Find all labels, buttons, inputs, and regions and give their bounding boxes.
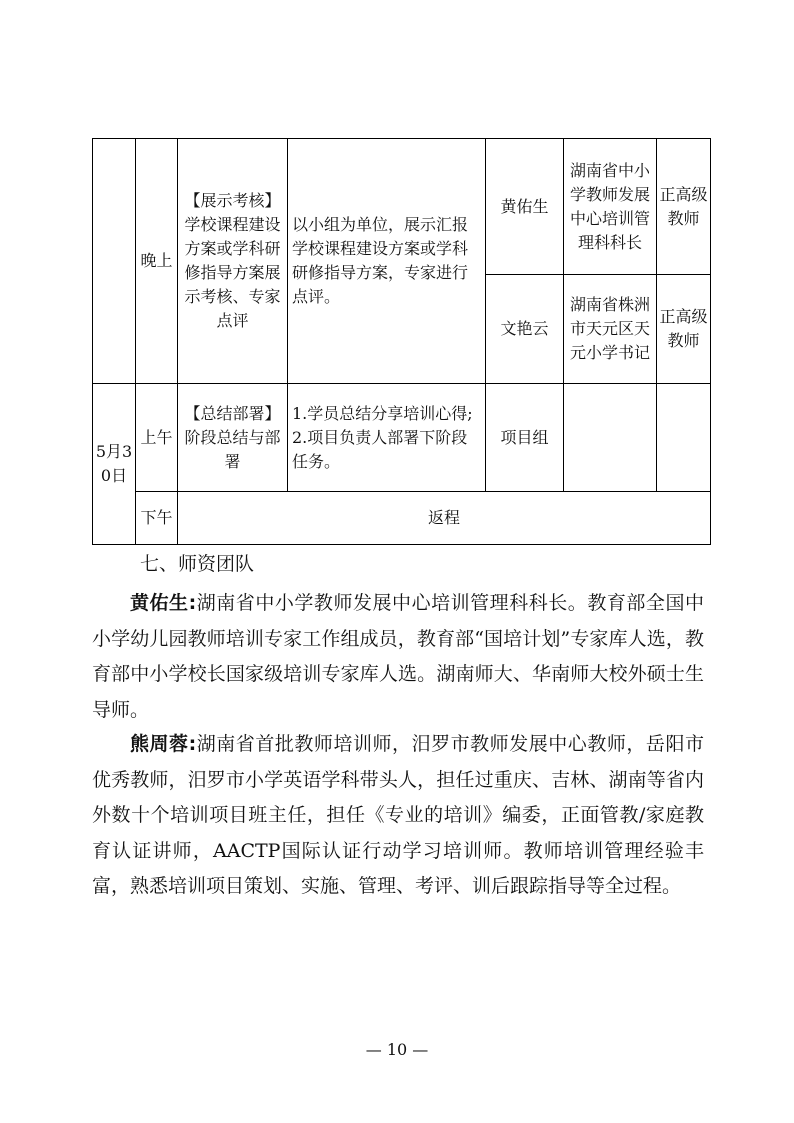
- date-cell: 5月30日: [93, 384, 136, 545]
- empty-cell: [657, 384, 711, 492]
- table-row: [93, 139, 711, 275]
- time-cell: 上午: [136, 384, 178, 492]
- time-cell: 晚上: [136, 139, 178, 384]
- table-row: [93, 384, 711, 492]
- bio-text: 湖南省首批教师培训师，汨罗市教师发展中心教师，岳阳市优秀教师，汨罗市小学英语学科带头人，担任过重庆、吉林、湖南等省内外数十个培训项目班主任，担任《专业的培训》编委，正面管教/家庭教育认证讲师，AACTP国际认证行动学习培训师。教师培训管理经验丰富，熟悉培训项目策划、实施、管理、考评、训后跟踪指导等全过程。: [92, 733, 704, 897]
- expert-unit-cell: 湖南省中小学教师发展中心培训管理科科长: [564, 139, 657, 275]
- topic-cell: 【展示考核】学校课程建设方案或学科研修指导方案展示考核、专家点评: [178, 139, 288, 384]
- time-cell: 下午: [136, 492, 178, 545]
- expert-title-cell: 正高级教师: [657, 275, 711, 384]
- content-line: 2.项目负责人部署下阶段任务。: [292, 427, 468, 471]
- date-cell-empty: [93, 139, 136, 384]
- return-cell: 返程: [178, 492, 711, 545]
- topic-cell: 【总结部署】阶段总结与部署: [178, 384, 288, 492]
- content-cell: 以小组为单位，展示汇报学校课程建设方案或学科研修指导方案，专家进行点评。: [288, 139, 486, 384]
- expert-name-cell: 文艳云: [486, 275, 564, 384]
- expert-title-cell: 正高级教师: [657, 139, 711, 275]
- page-number: — 10 —: [365, 1040, 429, 1059]
- bio-paragraph: [92, 586, 704, 728]
- section-title: 七、师资团队: [140, 553, 255, 575]
- expert-name-cell: 黄佑生: [486, 139, 564, 275]
- content-cell: [288, 384, 486, 492]
- content-line: 1.学员总结分享培训心得;: [292, 403, 473, 423]
- lead-cell: 项目组: [486, 384, 564, 492]
- bio-text: 湖南省中小学教师发展中心培训管理科科长。教育部全国中小学幼儿园教师培训专家工作组成员，教育部“国培计划”专家库人选，教育部中小学校长国家级培训专家库人选。湖南师大、华南师大校外硕士生导师。: [92, 592, 704, 721]
- empty-cell: [564, 384, 657, 492]
- schedule-table: [92, 138, 711, 545]
- bio-name: 黄佑生:: [130, 592, 197, 614]
- bio-name: 熊周蓉:: [130, 733, 197, 755]
- expert-unit-cell: 湖南省株洲市天元区天元小学书记: [564, 275, 657, 384]
- table-row: [93, 492, 711, 545]
- bio-paragraph: [92, 727, 704, 905]
